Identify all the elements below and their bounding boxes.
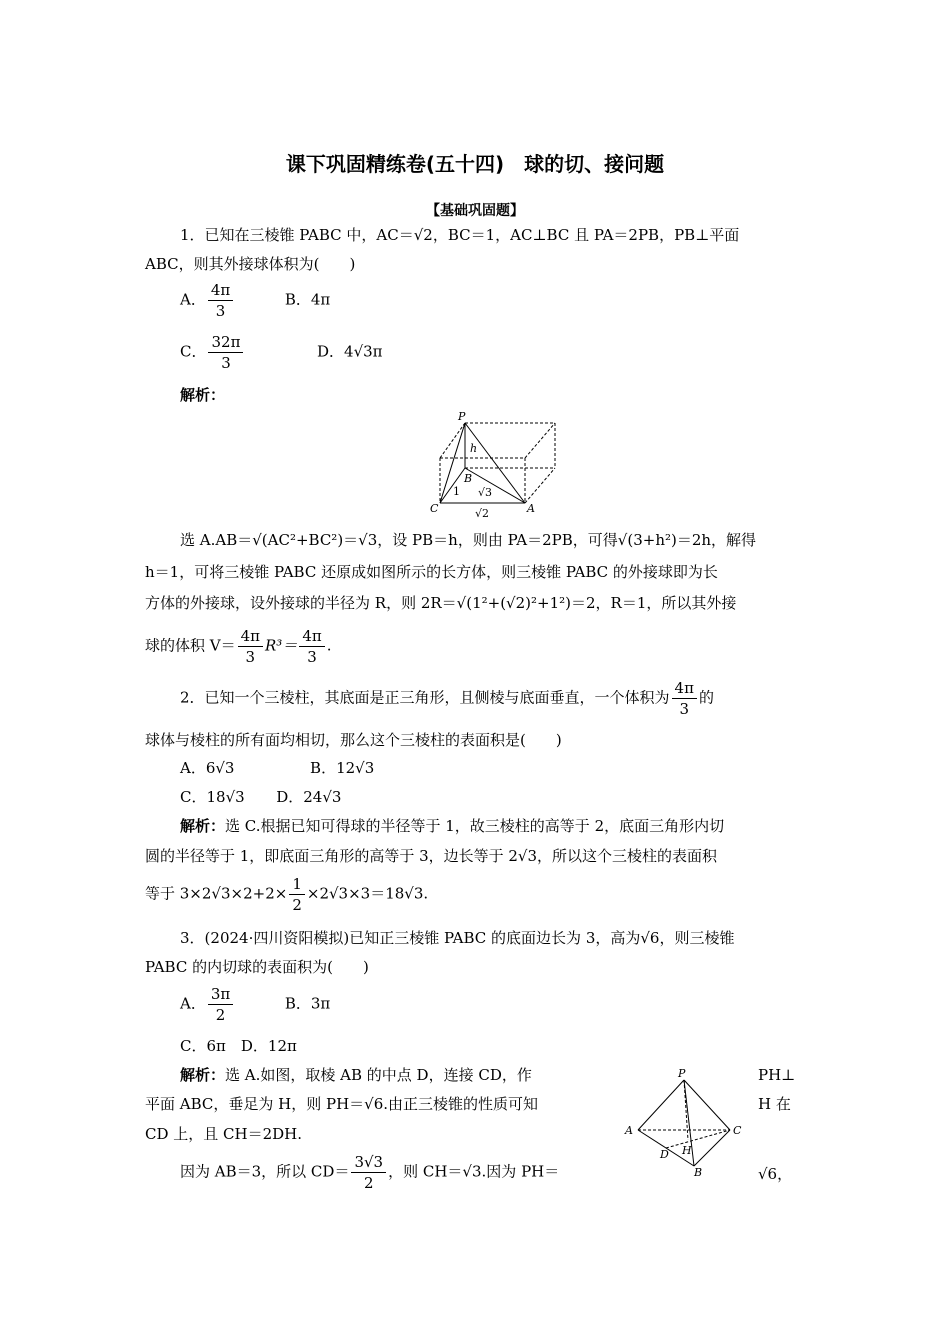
cuboid-edge-ba [465, 468, 525, 503]
fig2-label-c: C [733, 1124, 742, 1137]
q1-solution-line4: 球的体积 V＝ $\frac{4\pi}{3}$ R³＝ $\frac{4\pi}{3}$ . [145, 627, 332, 666]
q2-option-a: A．6√3 [180, 759, 235, 777]
q2-option-b: B．12√3 [310, 759, 375, 777]
figure-tetrahedron [622, 1066, 750, 1178]
q1-stem-line1: 1．已知在三棱锥 PABC 中，AC＝√2，BC＝1，AC⊥BC 且 PA＝2PB，PB⊥平面 [180, 226, 740, 244]
q1-options-cd [180, 332, 383, 373]
q3-solution-line1: 解析：选 A.如图，取棱 AB 的中点 D，连接 CD，作 [180, 1066, 532, 1084]
q2-solution-line1: 解析：选 C.根据已知可得球的半径等于 1，故三棱柱的高等于 2，底面三角形内切 [180, 817, 725, 835]
fig2-label-p: P [678, 1067, 686, 1080]
q2-option-d: D．24√3 [276, 788, 342, 806]
q1-option-a-label: A． [180, 290, 206, 309]
q1-option-d: D．4√3π [317, 342, 383, 361]
figure-cuboid [420, 408, 565, 520]
q2-analysis-label: 解析： [180, 817, 226, 835]
q3-solution-line2-right: H 在 [758, 1095, 791, 1113]
section-heading: 【基础巩固题】 [426, 203, 524, 219]
q1-option-c-fraction: $\frac{32\pi}{3}$ [208, 332, 243, 373]
fig1-label-h: h [470, 442, 478, 455]
q1-analysis-label: 解析： [180, 386, 226, 404]
q1-option-b: B．4π [284, 290, 331, 309]
q3-solution-line4: 因为 AB＝3，所以 CD＝ $\frac{3√3}{2}$ ，则 CH＝√3.因为 PH＝ [180, 1153, 560, 1192]
q3-options-ab [180, 984, 330, 1025]
fig1-label-p: P [458, 410, 466, 423]
q1-solution-line2: h＝1，可将三棱锥 PABC 还原成如图所示的长方体，则三棱锥 PABC 的外接球即为长 [145, 563, 718, 581]
q2-stem-fraction: $\frac{4\pi}{3}$ [672, 678, 697, 719]
q2-solution-line2: 圆的半径等于 1，即底面三角形的高等于 3，边长等于 2√3，所以这个三棱柱的表面积 [145, 847, 718, 865]
q2-option-c: C．18√3 [180, 788, 245, 806]
q1-solution-line3: 方体的外接球，设外接球的半径为 R，则 2R＝√(1²+(√2)²+1²)＝2，R＝1，所以其外接 [145, 594, 737, 612]
q2-solution-fraction: $\frac{1}{2}$ [289, 874, 305, 915]
q1-stem-line2: ABC，则其外接球体积为( ) [145, 255, 356, 273]
q1-option-a-fraction: $\frac{4\pi}{3}$ [208, 280, 233, 321]
q2-options-ab [180, 758, 374, 778]
q2-options-cd [180, 787, 341, 807]
q2-stem-line2: 球体与棱柱的所有面均相切，那么这个三棱柱的表面积是( ) [145, 731, 562, 749]
fig1-label-sqrt3: √3 [478, 486, 493, 499]
tetra-edge-pc [684, 1080, 730, 1130]
q3-option-b: B．3π [284, 994, 331, 1013]
q3-analysis-label: 解析： [180, 1066, 226, 1084]
q3-option-a-fraction: $\frac{3\pi}{2}$ [208, 984, 233, 1025]
fig1-label-a: A [527, 502, 535, 515]
fig2-label-h: H [682, 1144, 692, 1157]
fig1-label-sqrt2: √2 [475, 507, 490, 520]
q3-solution-line4-right: √6， [758, 1165, 793, 1183]
q3-option-a-label: A． [180, 994, 206, 1013]
fig1-label-b: B [464, 472, 473, 485]
cuboid-edge [525, 468, 555, 503]
cuboid-edge [440, 423, 465, 458]
q3-stem-line2: PABC 的内切球的表面积为( ) [145, 958, 369, 976]
fig2-label-d: D [660, 1148, 669, 1161]
tetra-edge-pa [638, 1080, 684, 1130]
fig1-label-c: C [430, 502, 439, 515]
q3-options-cd: C．6π D．12π [180, 1037, 297, 1055]
fig2-label-b: B [694, 1166, 703, 1178]
q1-option-c-label: C． [180, 342, 207, 361]
q3-solution-line2: 平面 ABC，垂足为 H，则 PH＝√6.由正三棱锥的性质可知 [145, 1095, 539, 1113]
q2-solution-line3: 等于 3×2√3×2+2× $\frac{1}{2}$ ×2√3×3＝18√3. [145, 875, 429, 914]
fig1-label-1: 1 [453, 485, 460, 498]
cuboid-edge-pa [465, 423, 525, 503]
q3-solution-line1-right: PH⊥ [758, 1066, 796, 1084]
q3-solution-fraction: $\frac{3√3}{2}$ [351, 1152, 386, 1193]
cuboid-edge [525, 423, 555, 458]
q1-solution-line1: 选 A.AB＝√(AC²+BC²)＝√3，设 PB＝h，则由 PA＝2PB，可得√(3+h²)＝2h，解得 [180, 531, 757, 549]
q2-stem-line1: 2．已知一个三棱柱，其底面是正三角形，且侧棱与底面垂直，一个体积为 $\frac{4\pi}{3}$ 的 [180, 679, 714, 718]
q1-solution-fraction-2: $\frac{4\pi}{3}$ [299, 626, 324, 667]
q3-stem-line1: 3．(2024·四川资阳模拟)已知正三棱锥 PABC 的底面边长为 3，高为√6，则三棱锥 [180, 929, 735, 947]
q3-solution-line3: CD 上，且 CH＝2DH. [145, 1125, 303, 1143]
q1-options-ab [180, 280, 330, 321]
page-title: 课下巩固精练卷(五十四) 球的切、接问题 [285, 152, 665, 176]
fig2-label-a: A [625, 1124, 633, 1137]
q1-solution-fraction-1: $\frac{4\pi}{3}$ [238, 626, 263, 667]
